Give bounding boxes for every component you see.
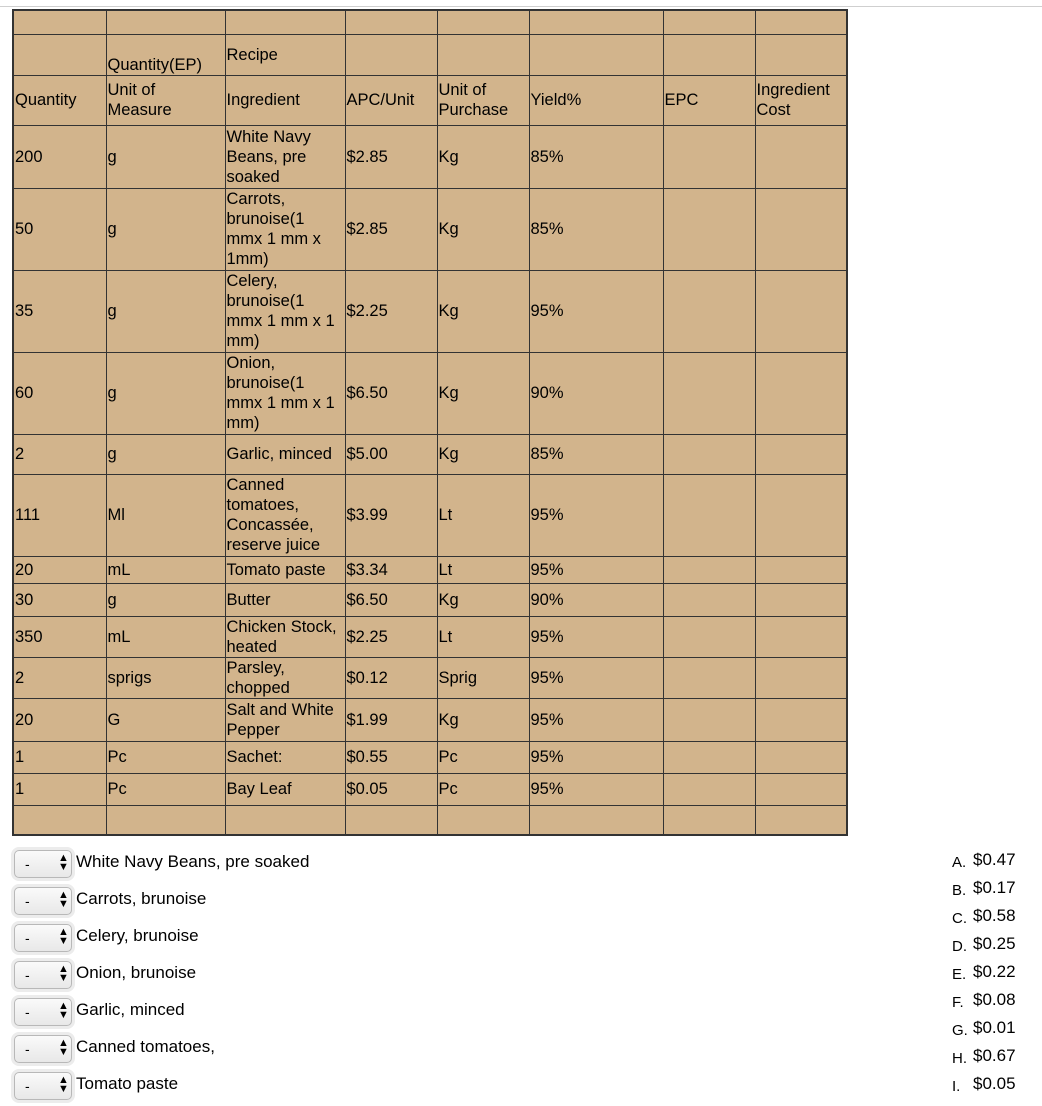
recipe-costing-table <box>12 9 848 836</box>
purchase-unit-cell: Kg <box>437 188 529 270</box>
yield-cell: 95% <box>529 616 663 657</box>
top-divider <box>0 6 1042 7</box>
unit-cell: mL <box>106 556 225 583</box>
matching-item-label: Canned tomatoes, <box>76 1037 215 1056</box>
matching-item-label: Carrots, brunoise <box>76 889 207 908</box>
updown-arrows-icon: ▲ ▼ <box>58 1000 69 1021</box>
purchase-unit-cell: Kg <box>437 270 529 352</box>
answer-select[interactable] <box>14 887 72 915</box>
quantity-cell: 30 <box>13 583 106 616</box>
ingredient-cell: Tomato paste <box>225 556 345 583</box>
ingredient-cost-cell <box>755 741 847 773</box>
unit-cell: g <box>106 188 225 270</box>
option-letter: I. <box>952 1078 961 1095</box>
answer-option <box>952 876 1042 904</box>
purchase-unit-cell: Pc <box>437 773 529 805</box>
quantity-cell: 35 <box>13 270 106 352</box>
ingredient-cost-cell <box>755 773 847 805</box>
ingredient-cost-cell <box>755 556 847 583</box>
ingredient-cell: Celery, brunoise(1 mmx 1 mm x 1 mm) <box>225 270 345 352</box>
purchase-unit-cell: Pc <box>437 741 529 773</box>
ingredient-cost-cell <box>755 616 847 657</box>
apc-cell: $1.99 <box>345 698 437 741</box>
option-letter: B. <box>952 882 967 899</box>
ingredient-cell: Bay Leaf <box>225 773 345 805</box>
answer-option <box>952 1016 1042 1044</box>
matching-item <box>14 995 534 1032</box>
matching-item-label: Onion, brunoise <box>76 963 197 982</box>
yield-cell: 95% <box>529 773 663 805</box>
option-value: $0.01 <box>973 1018 1016 1037</box>
unit-cell: sprigs <box>106 657 225 698</box>
answer-option <box>952 848 1042 876</box>
epc-cell <box>663 616 755 657</box>
ingredient-cost-cell <box>755 583 847 616</box>
yield-cell: 85% <box>529 188 663 270</box>
ingredient-cost-cell <box>755 125 847 188</box>
blank-footer-row <box>13 805 847 835</box>
yield-cell: 90% <box>529 352 663 434</box>
answer-option <box>952 1044 1042 1072</box>
quantity-cell: 1 <box>13 741 106 773</box>
ingredient-cost-header: Ingredient Cost <box>755 75 847 125</box>
answer-select[interactable] <box>14 924 72 952</box>
apc-cell: $6.50 <box>345 352 437 434</box>
updown-arrows-icon: ▲ ▼ <box>58 852 69 873</box>
table-row <box>13 583 847 616</box>
table-row <box>13 698 847 741</box>
epc-cell <box>663 773 755 805</box>
select-value: - <box>25 967 30 983</box>
yield-cell: 95% <box>529 657 663 698</box>
option-value: $0.67 <box>973 1046 1016 1065</box>
yield-cell: 90% <box>529 583 663 616</box>
option-letter: G. <box>952 1022 968 1039</box>
quantity-cell: 20 <box>13 556 106 583</box>
quantity-cell: 2 <box>13 657 106 698</box>
epc-cell <box>663 741 755 773</box>
unit-of-measure-header: Unit of Measure <box>106 75 225 125</box>
matching-item <box>14 884 534 921</box>
epc-cell <box>663 474 755 556</box>
yield-header: Yield% <box>529 75 663 125</box>
ingredient-cell: Garlic, minced <box>225 434 345 474</box>
quantity-cell: 111 <box>13 474 106 556</box>
answer-select[interactable] <box>14 1035 72 1063</box>
purchase-unit-cell: Lt <box>437 556 529 583</box>
option-letter: A. <box>952 854 967 871</box>
table-row <box>13 741 847 773</box>
epc-cell <box>663 583 755 616</box>
matching-item <box>14 958 534 995</box>
unit-cell: g <box>106 125 225 188</box>
matching-item <box>14 847 534 884</box>
table-row <box>13 434 847 474</box>
answer-select[interactable] <box>14 961 72 989</box>
unit-cell: g <box>106 583 225 616</box>
matching-item-label: Garlic, minced <box>76 1000 185 1019</box>
apc-cell: $2.25 <box>345 616 437 657</box>
ingredient-cell: Onion, brunoise(1 mmx 1 mm x 1 mm) <box>225 352 345 434</box>
unit-of-purchase-header: Unit of Purchase <box>437 75 529 125</box>
title-row <box>13 34 847 75</box>
quantity-cell: 60 <box>13 352 106 434</box>
quantity-cell: 350 <box>13 616 106 657</box>
yield-cell: 85% <box>529 434 663 474</box>
unit-cell: Ml <box>106 474 225 556</box>
purchase-unit-cell: Kg <box>437 434 529 474</box>
purchase-unit-cell: Sprig <box>437 657 529 698</box>
option-value: $0.47 <box>973 850 1016 869</box>
apc-unit-header: APC/Unit <box>345 75 437 125</box>
apc-cell: $3.34 <box>345 556 437 583</box>
apc-cell: $2.85 <box>345 125 437 188</box>
epc-cell <box>663 657 755 698</box>
matching-answer-list <box>14 847 534 1106</box>
recipe-table-wrapper <box>12 9 848 836</box>
table-row <box>13 270 847 352</box>
yield-cell: 95% <box>529 741 663 773</box>
purchase-unit-cell: Lt <box>437 474 529 556</box>
quantity-cell: 2 <box>13 434 106 474</box>
ingredient-cell: Sachet: <box>225 741 345 773</box>
matching-item <box>14 921 534 958</box>
quantity-ep-header: Quantity(EP) <box>107 55 202 74</box>
option-letter: F. <box>952 994 964 1011</box>
ingredient-cost-cell <box>755 434 847 474</box>
unit-cell: mL <box>106 616 225 657</box>
option-value: $0.08 <box>973 990 1016 1009</box>
option-value: $0.58 <box>973 906 1016 925</box>
epc-cell <box>663 434 755 474</box>
purchase-unit-cell: Kg <box>437 125 529 188</box>
answer-option <box>952 960 1042 988</box>
apc-cell: $2.25 <box>345 270 437 352</box>
answer-options-list <box>952 848 1042 1100</box>
select-value: - <box>25 1004 30 1020</box>
select-value: - <box>25 930 30 946</box>
select-value: - <box>25 1078 30 1094</box>
table-row <box>13 616 847 657</box>
ingredient-cost-cell <box>755 270 847 352</box>
table-row <box>13 556 847 583</box>
updown-arrows-icon: ▲ ▼ <box>58 963 69 984</box>
apc-cell: $5.00 <box>345 434 437 474</box>
ingredient-cell: Canned tomatoes, Concassée, reserve juice <box>225 474 345 556</box>
yield-cell: 95% <box>529 698 663 741</box>
unit-cell: G <box>106 698 225 741</box>
apc-cell: $6.50 <box>345 583 437 616</box>
table-row <box>13 773 847 805</box>
ingredient-cell: Butter <box>225 583 345 616</box>
apc-cell: $2.85 <box>345 188 437 270</box>
option-letter: C. <box>952 910 967 927</box>
epc-header: EPC <box>663 75 755 125</box>
table-row <box>13 352 847 434</box>
apc-cell: $0.05 <box>345 773 437 805</box>
matching-item-label: Celery, brunoise <box>76 926 199 945</box>
answer-option <box>952 1072 1042 1100</box>
ingredient-cell: Carrots, brunoise(1 mmx 1 mm x 1mm) <box>225 188 345 270</box>
updown-arrows-icon: ▲ ▼ <box>58 1037 69 1058</box>
answer-option <box>952 988 1042 1016</box>
ingredient-cell: Chicken Stock, heated <box>225 616 345 657</box>
purchase-unit-cell: Kg <box>437 352 529 434</box>
yield-cell: 95% <box>529 270 663 352</box>
answer-select[interactable] <box>14 850 72 878</box>
unit-cell: g <box>106 270 225 352</box>
answer-option <box>952 904 1042 932</box>
unit-cell: g <box>106 434 225 474</box>
blank-header-row <box>13 10 847 34</box>
yield-cell: 85% <box>529 125 663 188</box>
option-letter: H. <box>952 1050 967 1067</box>
epc-cell <box>663 352 755 434</box>
option-letter: D. <box>952 938 967 955</box>
ingredient-cost-cell <box>755 474 847 556</box>
ingredient-cost-cell <box>755 188 847 270</box>
ingredient-header: Ingredient <box>225 75 345 125</box>
select-value: - <box>25 856 30 872</box>
column-header-row <box>13 75 847 125</box>
unit-cell: Pc <box>106 773 225 805</box>
ingredient-cell: White Navy Beans, pre soaked <box>225 125 345 188</box>
select-value: - <box>25 1041 30 1057</box>
quantity-cell: 50 <box>13 188 106 270</box>
updown-arrows-icon: ▲ ▼ <box>58 889 69 910</box>
unit-cell: Pc <box>106 741 225 773</box>
table-row <box>13 657 847 698</box>
purchase-unit-cell: Kg <box>437 583 529 616</box>
option-value: $0.22 <box>973 962 1016 981</box>
quantity-cell: 20 <box>13 698 106 741</box>
quantity-header: Quantity <box>13 75 106 125</box>
option-value: $0.05 <box>973 1074 1016 1093</box>
unit-cell: g <box>106 352 225 434</box>
option-value: $0.17 <box>973 878 1016 897</box>
epc-cell <box>663 556 755 583</box>
select-value: - <box>25 893 30 909</box>
ingredient-cost-cell <box>755 657 847 698</box>
quantity-cell: 200 <box>13 125 106 188</box>
purchase-unit-cell: Kg <box>437 698 529 741</box>
epc-cell <box>663 698 755 741</box>
table-row <box>13 188 847 270</box>
updown-arrows-icon: ▲ ▼ <box>58 926 69 947</box>
answer-select[interactable] <box>14 1072 72 1100</box>
table-row <box>13 125 847 188</box>
quantity-cell: 1 <box>13 773 106 805</box>
option-letter: E. <box>952 966 967 983</box>
matching-item-label: Tomato paste <box>76 1074 179 1093</box>
matching-item <box>14 1069 534 1106</box>
yield-cell: 95% <box>529 556 663 583</box>
recipe-title: Recipe <box>226 45 278 64</box>
updown-arrows-icon: ▲ ▼ <box>58 1074 69 1095</box>
answer-select[interactable] <box>14 998 72 1026</box>
epc-cell <box>663 125 755 188</box>
ingredient-cell: Salt and White Pepper <box>225 698 345 741</box>
table-row <box>13 474 847 556</box>
epc-cell <box>663 270 755 352</box>
apc-cell: $0.12 <box>345 657 437 698</box>
ingredient-cost-cell <box>755 352 847 434</box>
matching-item <box>14 1032 534 1069</box>
ingredient-cell: Parsley, chopped <box>225 657 345 698</box>
matching-item-label: White Navy Beans, pre soaked <box>76 852 310 871</box>
option-value: $0.25 <box>973 934 1016 953</box>
ingredient-cost-cell <box>755 698 847 741</box>
apc-cell: $3.99 <box>345 474 437 556</box>
epc-cell <box>663 188 755 270</box>
answer-option <box>952 932 1042 960</box>
apc-cell: $0.55 <box>345 741 437 773</box>
yield-cell: 95% <box>529 474 663 556</box>
purchase-unit-cell: Lt <box>437 616 529 657</box>
